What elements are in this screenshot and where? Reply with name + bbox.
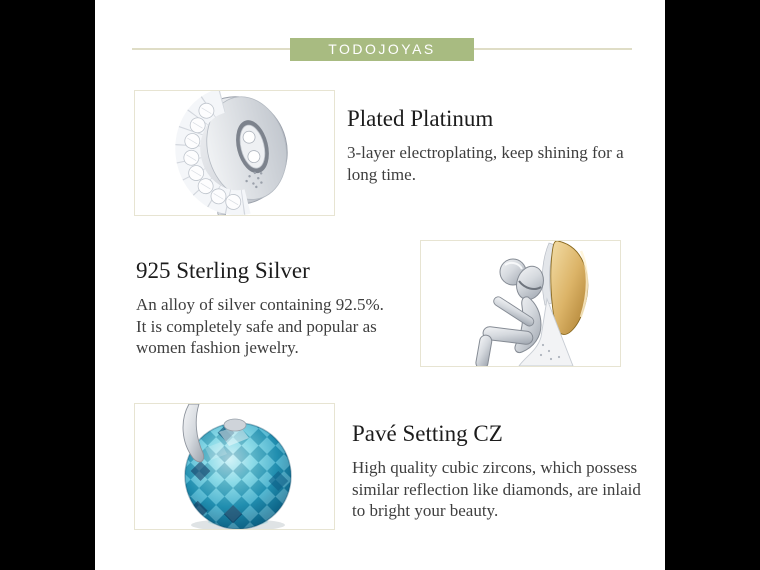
product-photo-fairy-charm [420,240,621,367]
product-photo-crystal-ball-charm [134,403,335,530]
feature-description-line: women fashion jewelry. [136,338,299,357]
spacer-charm-illustration [135,91,334,215]
product-photo-spacer-charm [134,90,335,216]
brand-banner [290,38,474,61]
product-infographic-canvas [95,0,665,570]
feature-heading: 925 Sterling Silver [136,258,310,283]
feature-plated-platinum [347,104,647,185]
feature-sterling-silver [136,256,436,359]
fairy-charm-illustration [421,241,620,366]
feature-pave-setting-cz [352,419,652,522]
feature-description-line: to bright your beauty. [352,501,499,520]
feature-description-line: similar reflection like diamonds, are inlaid [352,479,641,499]
brand-name: TODOJOYAS [328,41,436,57]
feature-description-line: 3-layer electroplating, keep shining for a [347,143,624,162]
feature-description-line: It is completely safe and popular as [136,316,377,336]
feature-description-line: High quality cubic zircons, which possess [352,458,638,477]
feature-description-line: An alloy of silver containing 92.5%. [136,295,384,314]
crystal-ball-illustration [135,404,334,529]
feature-description-line: long time. [347,164,416,184]
feature-heading: Pavé Setting CZ [352,421,503,446]
feature-heading: Plated Platinum [347,106,494,131]
